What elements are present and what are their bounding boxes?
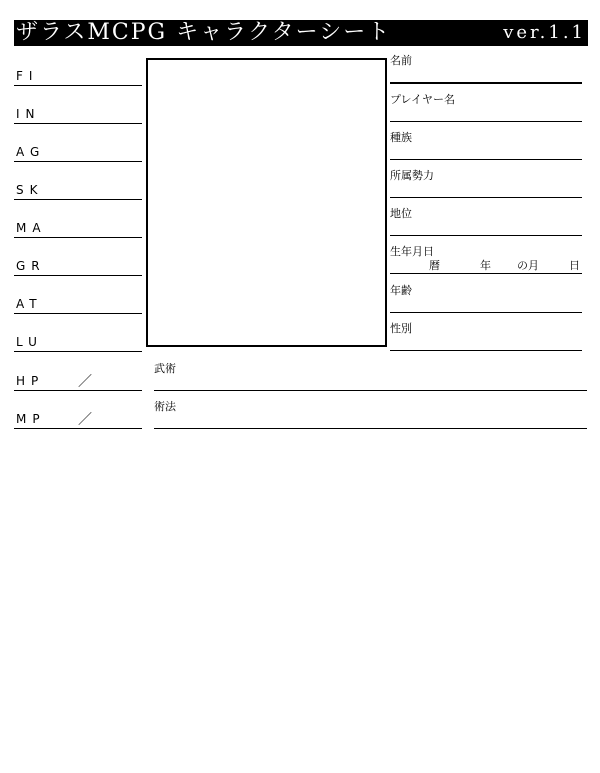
stat-fi-field[interactable] [14,65,142,86]
name-label: 名前 [390,54,412,67]
name-field[interactable] [390,54,582,84]
stat-label: FI [16,69,39,83]
player-name-field[interactable] [390,93,582,122]
stat-sk-field[interactable] [14,179,142,200]
title-bar [14,20,588,46]
martial-arts-label: 武術 [154,362,176,375]
birthday-label: 生年月日 [390,245,434,258]
version-label: ver.1.1 [503,22,586,43]
mp-separator: ／ [78,412,92,428]
stat-lu-field[interactable] [14,331,142,352]
faction-field[interactable] [390,169,582,198]
stat-label: SK [16,183,44,197]
stat-label: AT [16,297,43,311]
stat-in-field[interactable] [14,103,142,124]
day-unit: 日 [569,259,580,272]
age-field[interactable] [390,284,582,313]
month-unit: の月 [517,259,539,272]
stat-label: AG [16,145,46,159]
age-label: 年齢 [390,284,412,297]
stat-ma-field[interactable] [14,217,142,238]
gender-field[interactable] [390,322,582,351]
stat-label: MA [16,221,47,235]
magic-arts-label: 術法 [154,400,176,413]
mp-field[interactable] [14,408,142,429]
faction-label: 所属勢力 [390,169,434,182]
stat-gr-field[interactable] [14,255,142,276]
hp-label: HP [16,374,45,388]
stat-label: IN [16,107,41,121]
martial-arts-field[interactable] [154,362,587,391]
stat-ag-field[interactable] [14,141,142,162]
birthday-field[interactable] [390,245,582,274]
magic-arts-field[interactable] [154,400,587,429]
stat-at-field[interactable] [14,293,142,314]
hp-separator: ／ [78,374,92,390]
year-unit: 年 [480,259,491,272]
mp-label: MP [16,412,46,426]
portrait-box[interactable] [146,58,387,347]
race-label: 種族 [390,131,412,144]
era-unit: 暦 [429,259,440,272]
race-field[interactable] [390,131,582,160]
stat-label: LU [16,335,43,349]
sheet-title: ザラスMCPG キャラクターシート [16,20,392,45]
gender-label: 性別 [390,322,412,335]
player-name-label: プレイヤー名 [390,93,456,106]
rank-label: 地位 [390,207,412,220]
stat-label: GR [16,259,46,273]
rank-field[interactable] [390,207,582,236]
hp-field[interactable] [14,370,142,391]
